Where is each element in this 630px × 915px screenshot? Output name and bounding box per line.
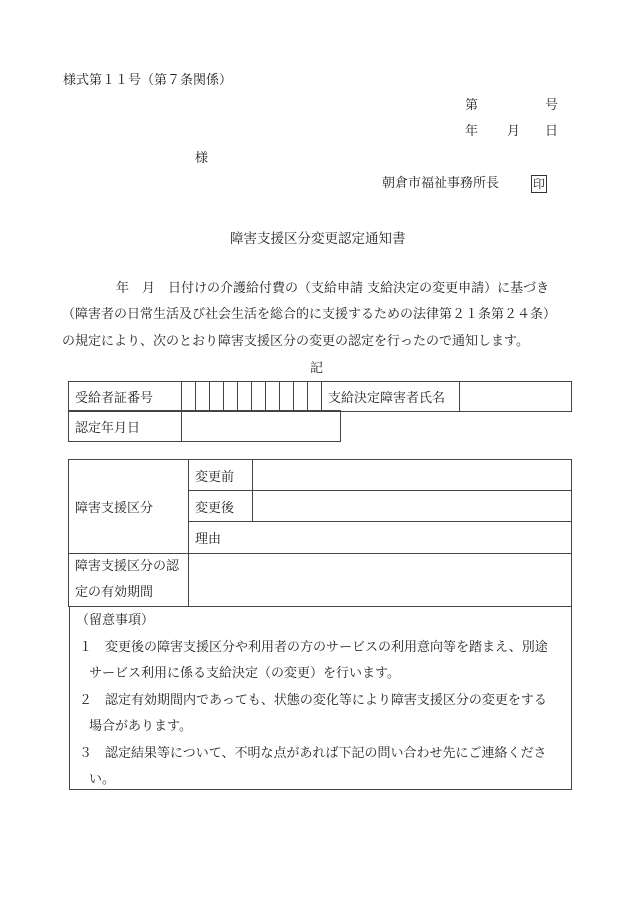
note-3-line-2: い。 [89, 772, 116, 787]
notes-heading: （留意事項） [76, 613, 155, 628]
before-change-label: 変更前 [189, 460, 253, 491]
recipient-number-digit[interactable] [280, 382, 294, 412]
validity-period-field[interactable] [189, 554, 572, 607]
after-change-field[interactable] [253, 491, 572, 522]
document-title: 障害支援区分変更認定通知書 [230, 231, 406, 247]
recipient-number-digit[interactable] [224, 382, 238, 412]
note-3-line-1: ３ 認定結果等について、不明な点があれば下記の問い合わせ先にご連絡くださ [79, 746, 547, 761]
note-1-line-2: サービス利用に係る支給決定（の変更）を行います。 [89, 666, 400, 681]
recipient-number-digit[interactable] [294, 382, 308, 412]
note-2-line-1: ２ 認定有効期間内であっても、状態の変化等により障害支援区分の変更をする [79, 693, 547, 708]
note-1-line-1: １ 変更後の障害支援区分や利用者の方のサービスの利用意向等を踏まえ、別途 [79, 640, 548, 655]
support-category-table [68, 459, 572, 607]
recipient-number-digit[interactable] [308, 382, 322, 412]
recipient-number-digit[interactable] [238, 382, 252, 412]
reason-field[interactable] [189, 522, 572, 554]
after-change-label: 変更後 [189, 491, 253, 522]
document-number-suffix: 号 [545, 98, 559, 113]
seal-box: 印 [532, 177, 545, 191]
date-year: 年 [465, 124, 479, 139]
validity-period-label-line-2: 定の有効期間 [75, 585, 154, 600]
recipient-name-field[interactable] [460, 382, 572, 412]
date-day: 日 [545, 124, 559, 139]
recipient-suffix: 様 [195, 151, 209, 166]
before-change-field[interactable] [253, 460, 572, 491]
reason-label: 理由 [195, 532, 222, 547]
recipient-number-digit[interactable] [266, 382, 280, 412]
date-month: 月 [507, 124, 521, 139]
validity-period-label [69, 554, 189, 607]
ki-mark: 記 [310, 361, 324, 376]
recipient-info-table [68, 381, 572, 412]
body-line-2: （障害者の日常生活及び社会生活を総合的に支援するための法律第２１条第２４条） [62, 307, 557, 322]
recipient-number-digit[interactable] [182, 382, 196, 412]
body-line-1: 年 月 日付けの介護給付費の（支給申請 支給決定の変更申請）に基づき [116, 281, 550, 296]
recipient-number-digit[interactable] [196, 382, 210, 412]
certification-date-table [68, 410, 341, 442]
notes-box [69, 606, 572, 790]
support-category-label: 障害支援区分 [69, 460, 189, 554]
certification-date-field[interactable] [182, 411, 341, 442]
certification-date-label: 認定年月日 [69, 411, 182, 442]
note-2-line-2: 場合があります。 [89, 719, 192, 734]
recipient-name-label: 支給決定障害者氏名 [322, 382, 460, 412]
recipient-number-label: 受給者証番号 [69, 382, 182, 412]
document-number-prefix: 第 [465, 98, 479, 113]
form-number: 様式第１１号（第７条関係） [63, 73, 233, 88]
recipient-number-digit[interactable] [210, 382, 224, 412]
recipient-number-digit[interactable] [252, 382, 266, 412]
body-line-3: の規定により、次のとおり障害支援区分の変更の認定を行ったので通知します。 [62, 334, 529, 349]
issuer-name: 朝倉市福祉事務所長 [382, 176, 500, 191]
validity-period-label-line-1: 障害支援区分の認 [75, 559, 180, 574]
